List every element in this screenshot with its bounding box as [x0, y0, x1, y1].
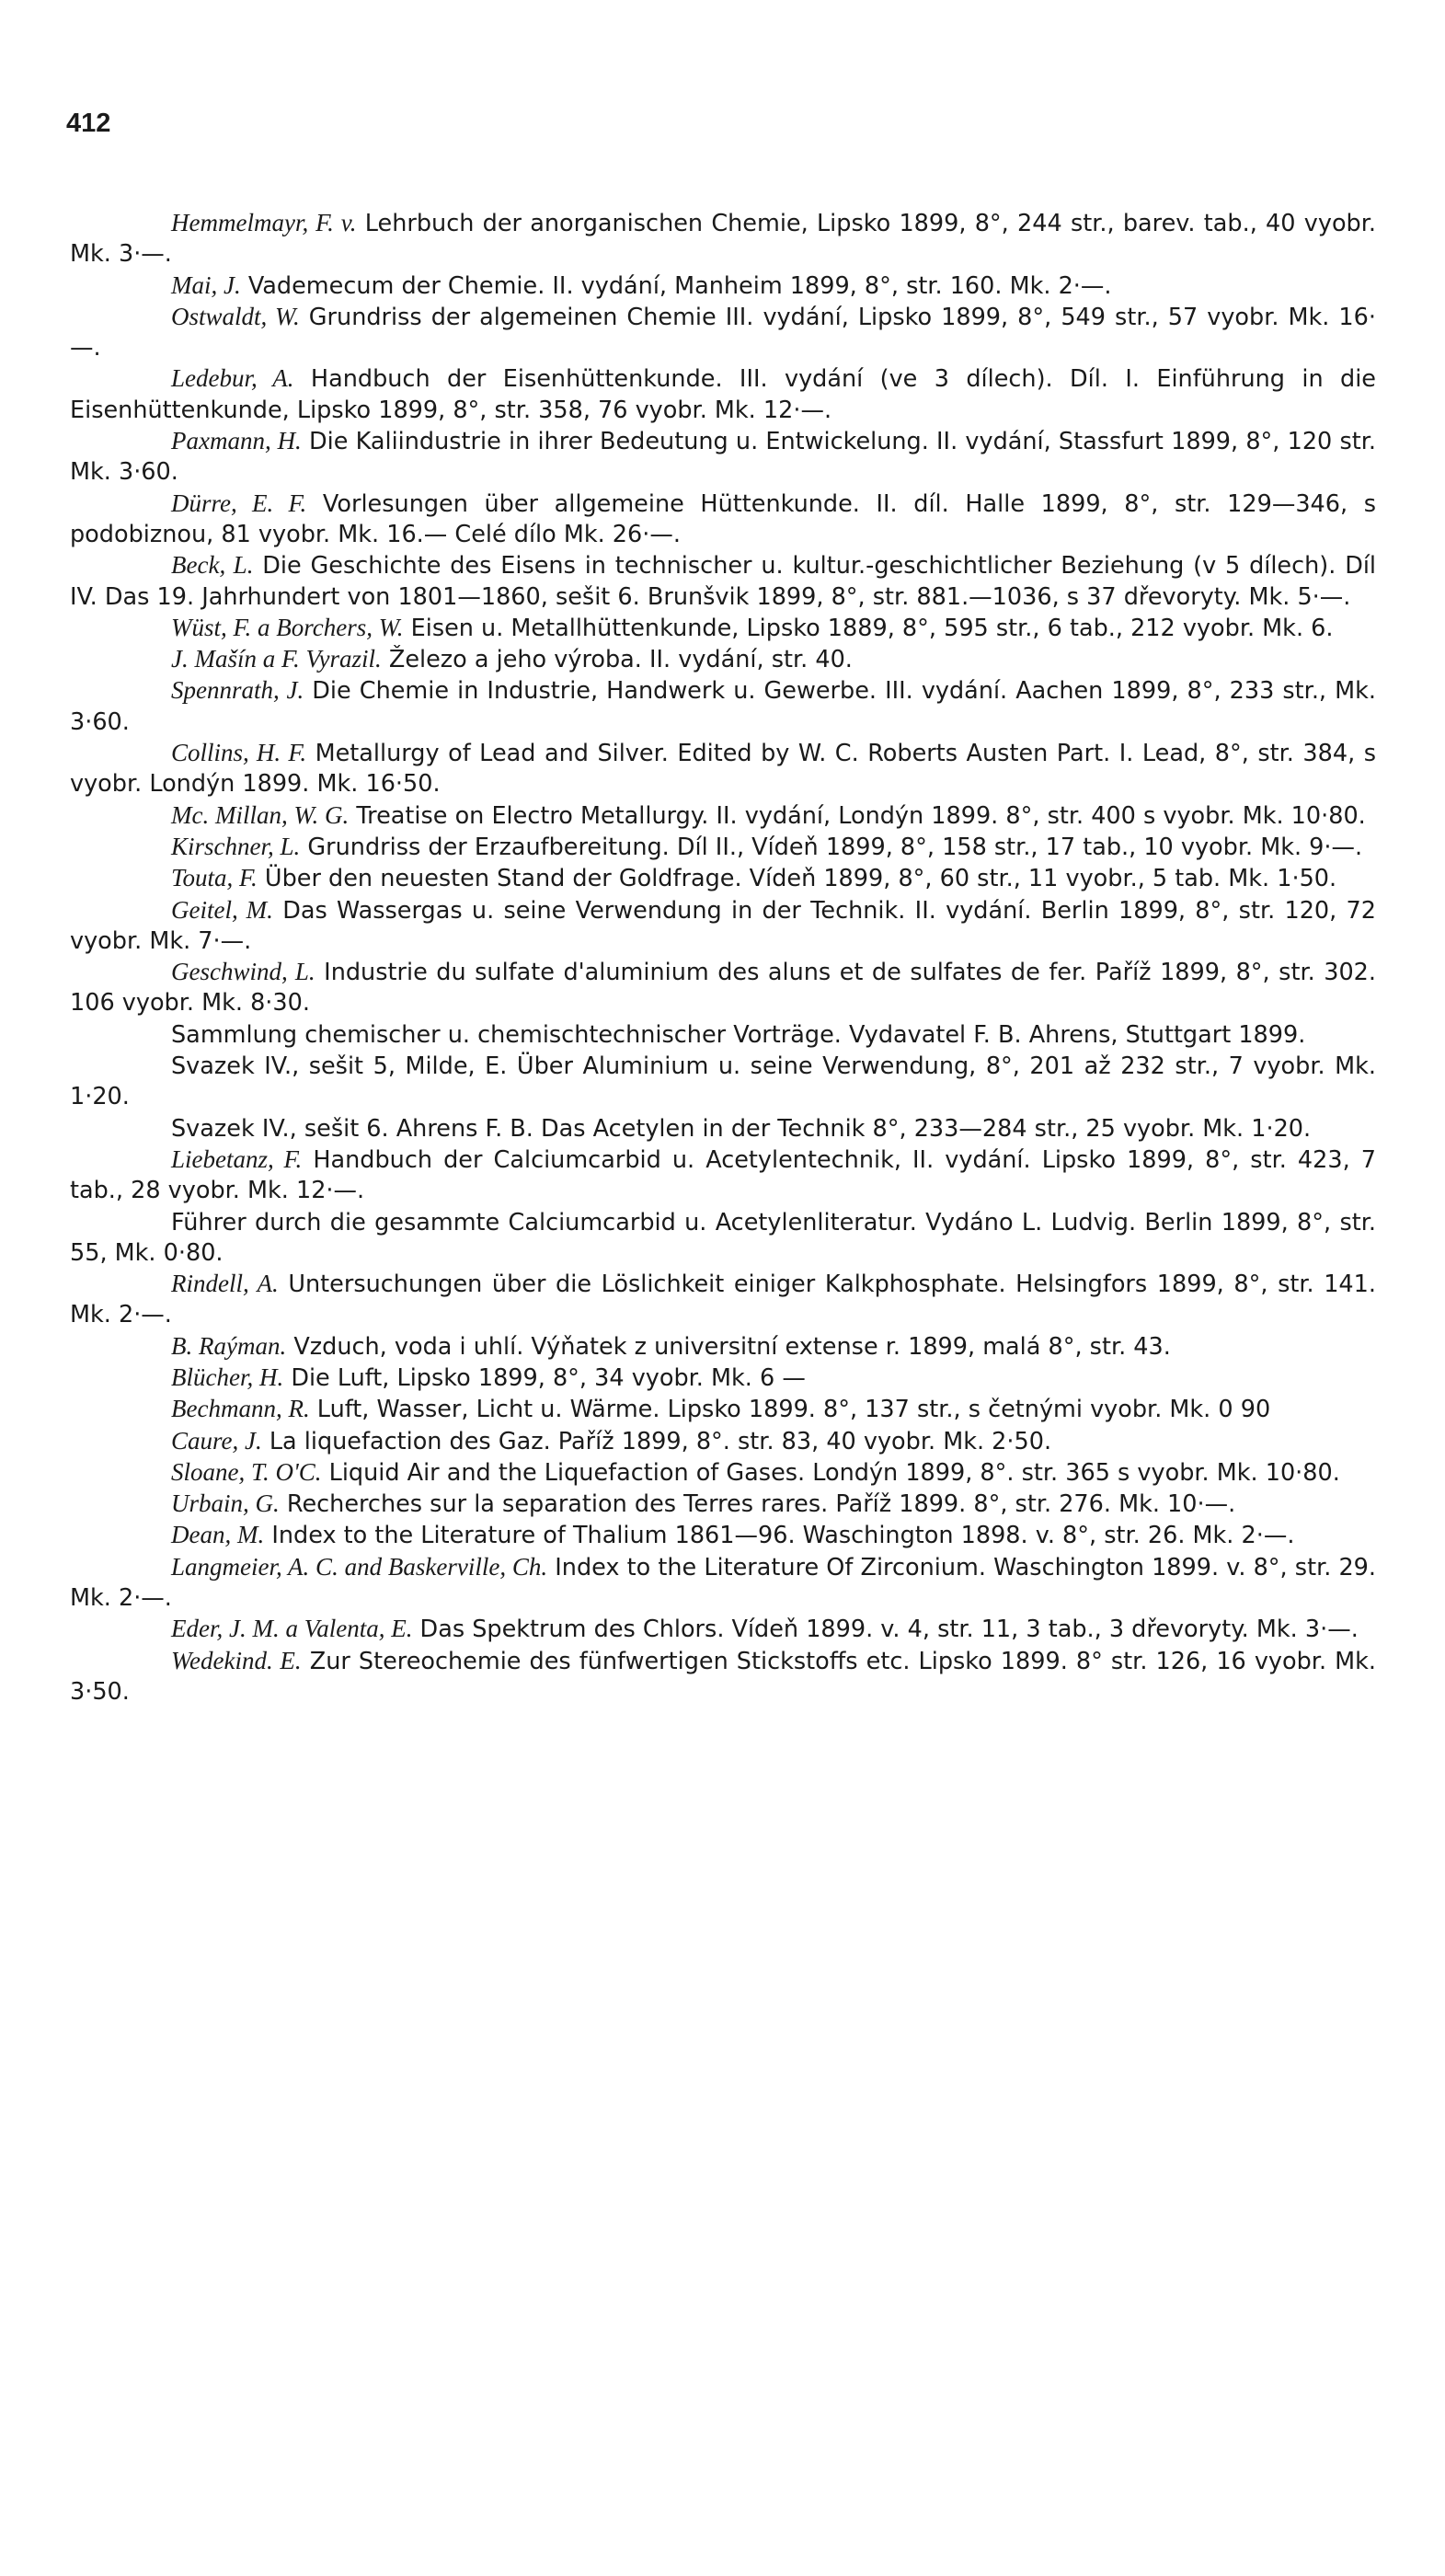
bibliography-entry — [70, 1051, 1376, 1113]
entry-author: Paxmann, H. — [171, 427, 302, 455]
entry-author: Mc. Millan, W. G. — [171, 800, 350, 829]
bibliography-entry — [70, 1457, 1376, 1489]
entry-text: Luft, Wasser, Licht u. Wärme. Lipsko 1899. 8°, 137 str., s četnými vyobr. Mk. 0 90 — [309, 1396, 1271, 1424]
entry-text: Zur Stereochemie des fünfwertigen Stickstoffs etc. Lipsko 1899. 8° str. 126, 16 vyobr. Mk. 3·50. — [70, 1647, 1376, 1706]
bibliography-entry — [70, 1144, 1376, 1207]
bibliography-entry — [70, 1331, 1376, 1363]
entry-text: Treatise on Electro Metallurgy. II. vydání, Londýn 1899. 8°, str. 400 s vyobr. Mk. 10·80. — [349, 801, 1366, 830]
entry-text: Die Luft, Lipsko 1899, 8°, 34 vyobr. Mk. 6 — — [283, 1363, 806, 1392]
bibliography-entry — [70, 550, 1376, 613]
bibliography-entry — [70, 800, 1376, 832]
entry-author: Bechmann, R. — [171, 1395, 310, 1423]
entry-text: Die Kaliindustrie in ihrer Bedeutung u. Entwickelung. II. vydání, Stassfurt 1899, 8°, 120 str. Mk. 3·60. — [70, 428, 1376, 487]
entry-text: Handbuch der Eisenhüttenkunde. III. vydání (ve 3 dílech). Díl. I. Einführung in die Eisenhüttenkunde, Lipsko 1899, 8°, str. 358, 76 vyobr. Mk. 12·—. — [70, 365, 1376, 424]
entry-text: Das Wassergas u. seine Verwendung in der Technik. II. vydání. Berlin 1899, 8°, str. 120, 72 vyobr. Mk. 7·—. — [70, 896, 1376, 955]
entry-author: Ostwaldt, W. — [171, 302, 300, 330]
bibliography-entry — [70, 957, 1376, 1019]
bibliography-list — [70, 208, 1376, 1708]
bibliography-entry — [70, 863, 1376, 894]
entry-author: Rindell, A. — [171, 1270, 279, 1298]
bibliography-entry — [70, 832, 1376, 863]
entry-text: Železo a jeho výroba. II. vydání, str. 40. — [381, 646, 853, 674]
entry-text: Svazek IV., sešit 5, Milde, E. Über Aluminium u. seine Verwendung, 8°, 201 až 232 str., 7 vyobr. Mk. 1·20. — [70, 1052, 1376, 1111]
entry-text: Führer durch die gesammte Calciumcarbid u. Acetylenliteratur. Vydáno L. Ludvig. Berlin 1899, 8°, str. 55, Mk. 0·80. — [70, 1208, 1376, 1267]
entry-author: Kirschner, L. — [171, 832, 301, 860]
entry-author: Hemmelmayr, F. v. — [171, 209, 357, 236]
entry-author: Spennrath, J. — [171, 676, 304, 705]
entry-author: Dean, M. — [171, 1521, 265, 1549]
entry-text: Index to the Literature Of Zirconium. Waschington 1899. v. 8°, str. 29. Mk. 2·—. — [70, 1553, 1377, 1613]
bibliography-entry — [70, 1019, 1376, 1051]
bibliography-entry — [70, 1269, 1376, 1331]
entry-text: Vorlesungen über allgemeine Hüttenkunde. II. díl. Halle 1899, 8°, str. 129—346, s podobiznou, 81 vyobr. Mk. 16.— Celé dílo Mk. 26·—. — [70, 489, 1377, 548]
bibliography-entry — [70, 675, 1376, 738]
bibliography-entry — [70, 738, 1376, 800]
bibliography-entry — [70, 1113, 1376, 1144]
bibliography-entry — [70, 1614, 1376, 1645]
bibliography-entry — [70, 1489, 1376, 1520]
bibliography-entry — [70, 613, 1376, 644]
entry-author: Wüst, F. a Borchers, W. — [171, 613, 404, 641]
entry-author: Eder, J. M. a Valenta, E. — [171, 1615, 413, 1643]
entry-author: Dürre, E. F. — [171, 489, 307, 517]
entry-author: Blücher, H. — [171, 1363, 284, 1391]
entry-text: Untersuchungen über die Löslichkeit einiger Kalkphosphate. Helsingfors 1899, 8°, str. 141. Mk. 2·—. — [70, 1271, 1376, 1329]
entry-text: Vademecum der Chemie. II. vydání, Manheim 1899, 8°, str. 160. Mk. 2·—. — [240, 271, 1112, 300]
entry-text: Die Chemie in Industrie, Handwerk u. Gewerbe. III. vydání. Aachen 1899, 8°, 233 str., Mk. 3·60. — [70, 677, 1376, 736]
entry-text: Vzduch, voda i uhlí. Výňatek z universitní extense r. 1899, malá 8°, str. 43. — [286, 1332, 1171, 1361]
entry-text: Handbuch der Calciumcarbid u. Acetylentechnik, II. vydání. Lipsko 1899, 8°, str. 423, 7 tab., 28 vyobr. Mk. 12·—. — [70, 1145, 1376, 1205]
entry-author: J. Mašín a F. Vyrazil. — [171, 645, 382, 673]
entry-text: Index to the Literature of Thalium 1861—96. Waschington 1898. v. 8°, str. 26. Mk. 2·—. — [264, 1522, 1295, 1550]
entry-author: Geitel, M. — [171, 895, 273, 924]
bibliography-entry — [70, 1426, 1376, 1457]
entry-author: Ledebur, A. — [171, 364, 294, 393]
bibliography-entry — [70, 426, 1376, 489]
entry-text: Industrie du sulfate d'aluminium des aluns et de sulfates de fer. Paříž 1899, 8°, str. 302. 106 vyobr. Mk. 8·30. — [70, 959, 1377, 1018]
entry-author: Touta, F. — [171, 864, 258, 892]
entry-text: Recherches sur la separation des Terres rares. Paříž 1899. 8°, str. 276. Mk. 10·—. — [279, 1490, 1236, 1519]
bibliography-entry — [70, 1394, 1376, 1425]
entry-text: Metallurgy of Lead and Silver. Edited by W. C. Roberts Austen Part. I. Lead, 8°, str. 384, s vyobr. Londýn 1899. Mk. 16·50. — [70, 740, 1376, 799]
bibliography-entry — [70, 302, 1376, 364]
entry-text: Über den neuesten Stand der Goldfrage. Vídeň 1899, 8°, 60 str., 11 vyobr., 5 tab. Mk. 1·50. — [257, 865, 1337, 893]
entry-author: Urbain, G. — [171, 1489, 280, 1518]
entry-author: B. Raýman. — [171, 1331, 287, 1360]
entry-text: Grundriss der algemeinen Chemie III. vydání, Lipsko 1899, 8°, 549 str., 57 vyobr. Mk. 16·—. — [70, 303, 1376, 362]
entry-author: Sloane, T. O'C. — [171, 1457, 322, 1486]
entry-author: Mai, J. — [171, 270, 241, 299]
entry-text: Grundriss der Erzaufbereitung. Díl II., Vídeň 1899, 8°, 158 str., 17 tab., 10 vyobr. Mk. 9·—. — [300, 833, 1363, 861]
bibliography-entry — [70, 1520, 1376, 1551]
entry-text: Svazek IV., sešit 6. Ahrens F. B. Das Acetylen in der Technik 8°, 233—284 str., 25 vyobr. Mk. 1·20. — [171, 1114, 1312, 1143]
bibliography-entry — [70, 270, 1376, 302]
entry-author: Collins, H. F. — [171, 739, 307, 767]
bibliography-entry — [70, 1207, 1376, 1270]
entry-author: Wedekind. E. — [171, 1646, 302, 1674]
entry-text: La liquefaction des Gaz. Paříž 1899, 8°. str. 83, 40 vyobr. Mk. 2·50. — [261, 1427, 1052, 1455]
bibliography-entry — [70, 1363, 1376, 1394]
entry-text: Lehrbuch der anorganischen Chemie, Lipsko 1899, 8°, 244 str., barev. tab., 40 vyobr. Mk. 3·—. — [70, 210, 1376, 269]
bibliography-entry — [70, 363, 1376, 426]
bibliography-entry — [70, 1552, 1376, 1615]
entry-text: Das Spektrum des Chlors. Vídeň 1899. v. 4, str. 11, 3 tab., 3 dřevoryty. Mk. 3·—. — [412, 1616, 1359, 1644]
entry-author: Beck, L. — [171, 551, 254, 580]
bibliography-entry — [70, 1646, 1376, 1708]
entry-text: Die Geschichte des Eisens in technischer u. kultur.-geschichtlicher Beziehung (v 5 dílech). Díl IV. Das 19. Jahrhundert von 1801—1860, sešit 6. Brunšvik 1899, 8°, str. 881.—1036, s 37 dřevoryty. Mk. 5·—. — [70, 552, 1376, 611]
entry-author: Liebetanz, F. — [171, 1144, 303, 1173]
bibliography-entry — [70, 208, 1376, 270]
bibliography-entry — [70, 895, 1376, 958]
page-number: 412 — [66, 109, 111, 138]
entry-author: Caure, J. — [171, 1426, 262, 1455]
entry-text: Liquid Air and the Liquefaction of Gases. Londýn 1899, 8°. str. 365 s vyobr. Mk. 10·80. — [321, 1458, 1340, 1487]
entry-author: Langmeier, A. C. and Baskerville, Ch. — [171, 1552, 548, 1581]
entry-author: Geschwind, L. — [171, 958, 315, 986]
bibliography-entry — [70, 489, 1376, 551]
entry-text: Sammlung chemischer u. chemischtechnischer Vorträge. Vydavatel F. B. Ahrens, Stuttgart 1899. — [171, 1020, 1306, 1049]
entry-text: Eisen u. Metallhüttenkunde, Lipsko 1889, 8°, 595 str., 6 tab., 212 vyobr. Mk. 6. — [403, 614, 1334, 642]
bibliography-entry — [70, 644, 1376, 675]
